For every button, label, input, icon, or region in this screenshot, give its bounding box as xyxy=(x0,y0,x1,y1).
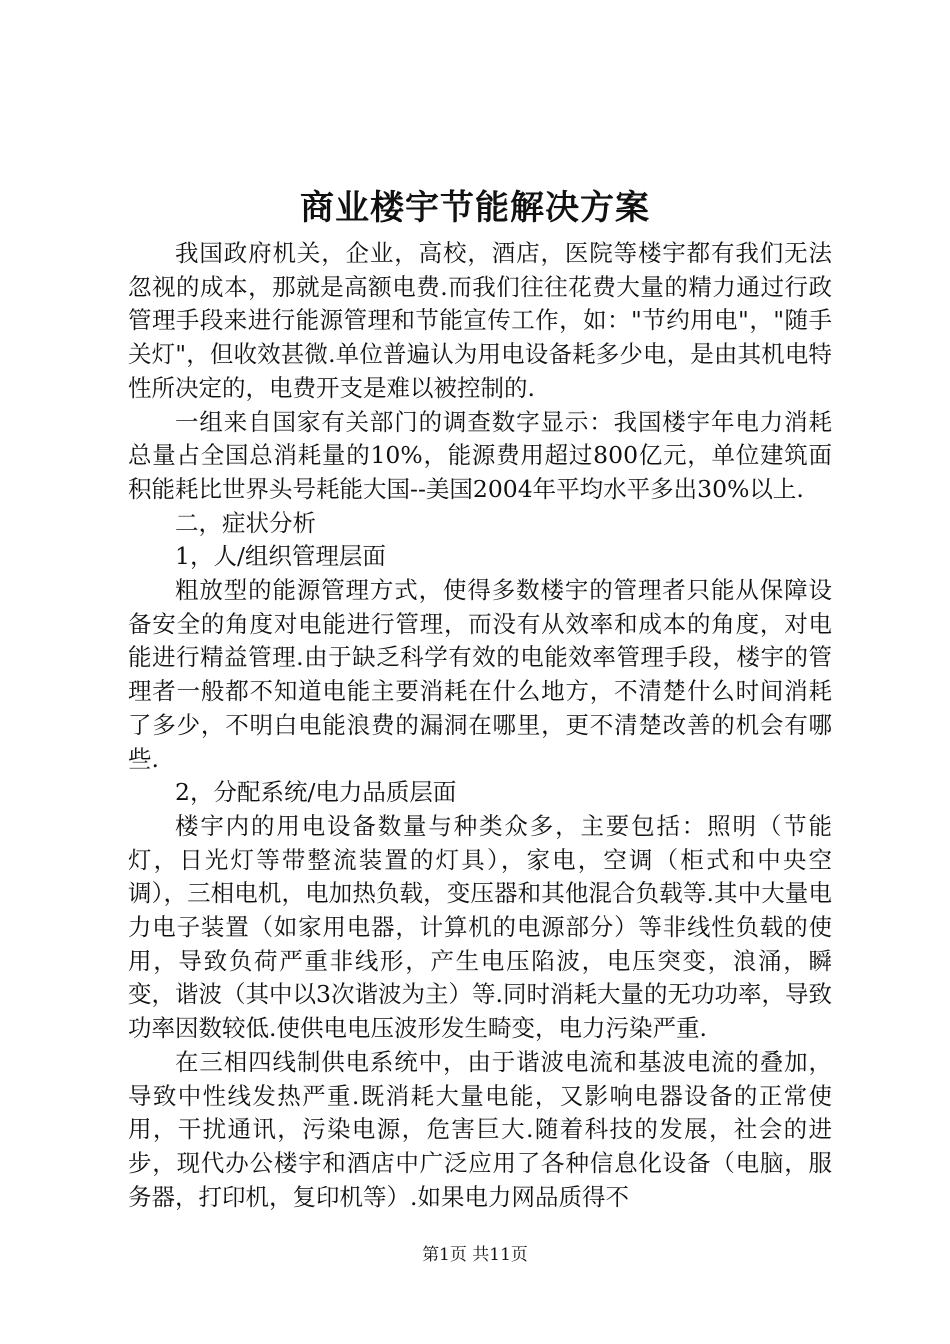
page-footer: 第1页 共11页 xyxy=(422,1245,528,1265)
section-heading-symptoms: 二，症状分析 xyxy=(175,508,316,537)
subsection-heading-power-quality: 2，分配系统/电力品质层面 xyxy=(175,778,457,807)
paragraph-intro: 我国政府机关，企业，高校，酒店，医院等楼宇都有我们无法忽视的成本，那就是高额电费.而我们往往花费大量的精力通过行政管理手段来进行能源管理和节能宣传工作，如："节约用电"，"随手关灯"，但收效甚微.单位普遍认为用电设备耗多少电，是由其机电特性所决定的，电费开支是难以被控制的. xyxy=(128,239,832,402)
paragraph-statistics: 一组来自国家有关部门的调查数字显示：我国楼宇年电力消耗总量占全国总消耗量的10%，能源费用超过800亿元，单位建筑面积能耗比世界头号耗能大国--美国2004年平均水平多出30%以上. xyxy=(128,407,832,503)
document-body xyxy=(128,237,832,1214)
paragraph-three-phase: 在三相四线制供电系统中，由于谐波电流和基波电流的叠加，导致中性线发热严重.既消耗大量电能，又影响电器设备的正常使用，干扰通讯，污染电源，危害巨大.随着科技的发展，社会的进步，现代办公楼宇和酒店中广泛应用了各种信息化设备（电脑，服务器，打印机，复印机等）.如果电力网品质得不 xyxy=(128,1047,832,1211)
subsection-heading-management: 1，人/组织管理层面 xyxy=(175,542,386,571)
paragraph-management: 粗放型的能源管理方式，使得多数楼宇的管理者只能从保障设备安全的角度对电能进行管理，而没有从效率和成本的角度，对电能进行精益管理.由于缺乏科学有效的电能效率管理手段，楼宇的管理者一般都不知道电能主要消耗在什么地方，不清楚什么时间消耗了多少，不明白电能浪费的漏洞在哪里，更不清楚改善的机会有哪些. xyxy=(128,576,832,773)
page-title: 商业楼宇节能解决方案 xyxy=(300,188,650,228)
paragraph-power-quality: 楼宇内的用电设备数量与种类众多，主要包括：照明（节能灯，日光灯等带整流装置的灯具），家电，空调（柜式和中央空调），三相电机，电加热负载，变压器和其他混合负载等.其中大量电力电子装置（如家用电器，计算机的电源部分）等非线性负载的使用，导致负荷严重非线形，产生电压陷波，电压突变，浪涌，瞬变，谐波（其中以3次谐波为主）等.同时消耗大量的无功功率，导致功率因数较低.使供电电压波形发生畸变，电力污染严重. xyxy=(128,811,832,1043)
